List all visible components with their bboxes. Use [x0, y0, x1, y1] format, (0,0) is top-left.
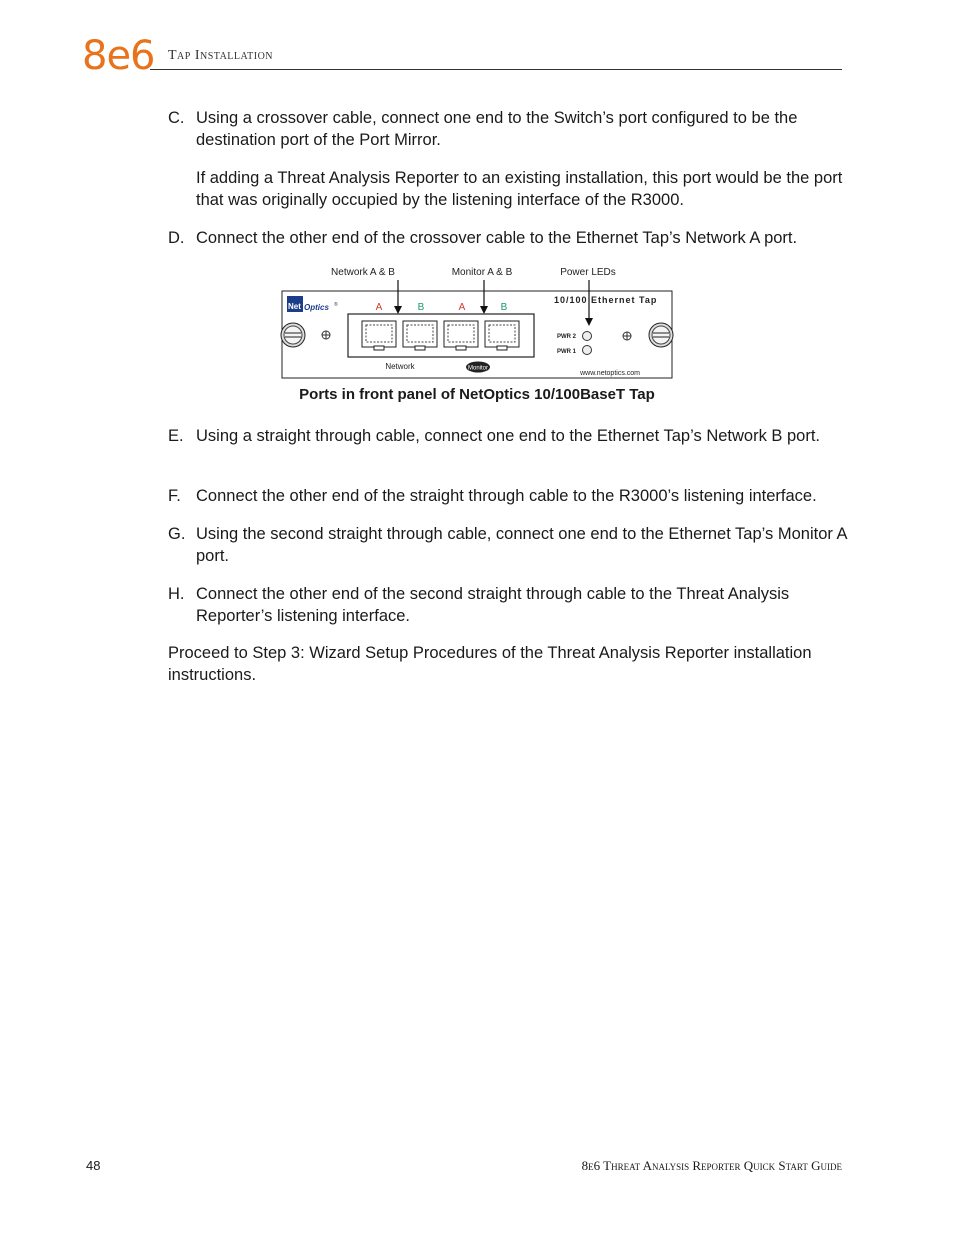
- rj45-port-icon: [403, 321, 437, 350]
- step-text: If adding a Threat Analysis Reporter to an existing installation, this port would be the port that was originally occupied by the listening interface of the R3000.: [196, 169, 843, 209]
- step-text: Using a crossover cable, connect one end to the Switch’s port configured to be the destination port of the Port Mirror.: [196, 109, 798, 149]
- callout-monitor: Monitor A & B: [451, 267, 513, 278]
- header-rule: [150, 69, 842, 70]
- pwr2-led-icon: [583, 332, 592, 341]
- left-screw-icon: [281, 323, 305, 347]
- mount-hole-icon: [322, 331, 330, 339]
- port-label-a: A: [375, 302, 383, 313]
- ethernet-tap-figure: [278, 262, 678, 382]
- step-c: [168, 107, 848, 211]
- label-monitor: Monitor: [467, 365, 489, 372]
- step-letter: C.: [168, 109, 185, 127]
- step-h: [168, 583, 848, 627]
- step-letter: E.: [168, 427, 184, 445]
- port-label-b: B: [500, 302, 508, 313]
- brand-optics: Optics: [304, 303, 329, 312]
- callout-network: Network A & B: [331, 267, 395, 278]
- logo: 8e6: [82, 33, 155, 79]
- label-network: Network: [385, 362, 415, 371]
- step-d: [168, 227, 848, 249]
- step-letter: F.: [168, 487, 181, 505]
- rj45-port-icon: [444, 321, 478, 350]
- footer-guide-title: 8e6 Threat Analysis Reporter Quick Start Guide: [581, 1158, 842, 1173]
- figure-caption: Ports in front panel of NetOptics 10/100BaseT Tap: [299, 386, 655, 403]
- panel-title: 10/100 Ethernet Tap: [554, 295, 658, 305]
- header-title: Tap Installation: [168, 48, 274, 63]
- pwr2-label: PWR 2: [557, 334, 577, 340]
- page-number: 48: [86, 1158, 101, 1173]
- right-screw-icon: [649, 323, 673, 347]
- closing-paragraph: Proceed to Step 3: Wizard Setup Procedures of the Threat Analysis Reporter installation instructions.: [168, 644, 812, 684]
- port-label-b: B: [417, 302, 425, 313]
- step-text: Connect the other end of the crossover cable to the Ethernet Tap’s Network A port.: [196, 229, 798, 247]
- step-f: [168, 485, 858, 507]
- step-text: Connect the other end of the straight through cable to the R3000’s listening interface.: [196, 487, 817, 505]
- step-text: Connect the other end of the second straight through cable to the Threat Analysis Reporter’s listening interface.: [196, 585, 790, 625]
- rj45-port-icon: [362, 321, 396, 350]
- callout-power: Power LEDs: [560, 267, 616, 278]
- brand-net: Net: [288, 302, 301, 311]
- step-text: Using the second straight through cable, connect one end to the Ethernet Tap’s Monitor A port.: [196, 525, 847, 565]
- brand-reg: ®: [334, 302, 338, 308]
- step-letter: G.: [168, 525, 186, 543]
- step-text: Using a straight through cable, connect one end to the Ethernet Tap’s Network B port.: [196, 427, 821, 445]
- mount-hole-icon: [623, 332, 631, 340]
- website-label: www.netoptics.com: [580, 370, 640, 377]
- pwr1-led-icon: [583, 346, 592, 355]
- port-label-a: A: [458, 302, 466, 313]
- rj45-port-icon: [485, 321, 519, 350]
- step-letter: D.: [168, 229, 185, 247]
- step-e: [168, 425, 848, 447]
- step-letter: H.: [168, 585, 185, 603]
- step-g: [168, 523, 848, 567]
- ethernet-tap-diagram: [278, 262, 678, 382]
- pwr1-label: PWR 1: [557, 349, 577, 355]
